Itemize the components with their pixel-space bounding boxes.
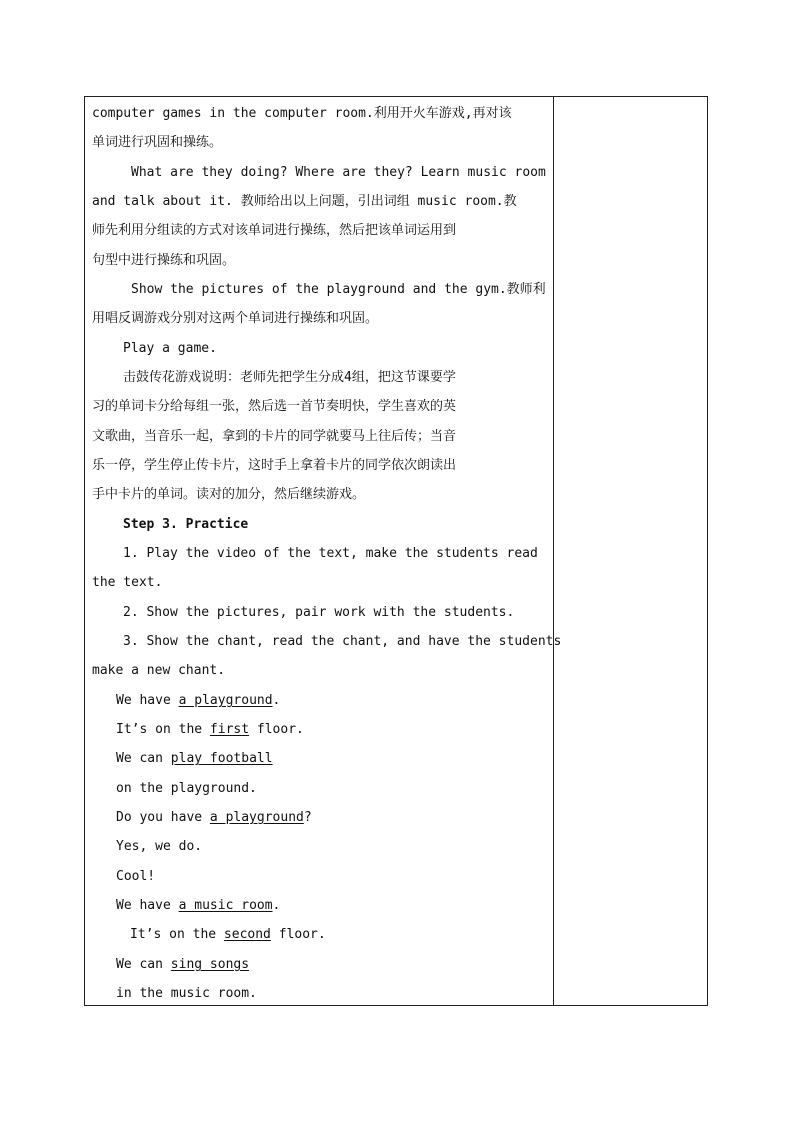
line-text: floor. [249,722,304,737]
blank-answer: first [209,722,250,737]
text-line [116,956,249,974]
line-text: the text. [92,575,163,590]
line-text: What are they doing? Where are they? Learn music room [131,165,546,180]
line-text: It’s on the [116,722,210,737]
text-line [123,545,538,563]
line-text: on the playground. [116,781,257,796]
line-text: make a new chant. [92,663,226,678]
line-text: It’s on the [130,927,224,942]
line-text: 用唱反调游戏分别对这两个单词进行操练和巩固。 [92,311,379,326]
blank-answer: a music room [178,898,273,913]
line-text: Show the pictures of the playground and the gym.教师利 [131,282,546,297]
text-line [92,105,512,123]
text-line [131,164,546,182]
text-line [92,193,517,211]
text-line [116,868,155,886]
text-line [123,369,456,387]
line-text: 句型中进行操练和巩固。 [92,253,236,268]
line-text: 习的单词卡分给每组一张，然后选一首节奏明快，学生喜欢的英 [92,399,457,414]
line-text: ? [303,810,312,825]
text-line [92,134,222,152]
blank-answer: play football [170,751,273,766]
line-text: computer games in the computer room.利用开火车游戏,再对该 [92,106,512,121]
line-text: Play a game. [123,341,217,356]
line-text: Cool! [116,869,156,884]
text-line [116,838,202,856]
line-text: We can [116,957,171,972]
line-text: Yes, we do. [116,839,203,854]
text-line [92,486,365,504]
line-text: We have [116,693,179,708]
text-line [130,926,326,944]
blank-answer: a playground [178,693,273,708]
text-line [123,604,514,622]
line-text: Do you have [116,810,210,825]
line-text: 3. Show the chant, read the chant, and have the students [123,634,562,649]
line-text: 2. Show the pictures, pair work with the students. [123,605,515,620]
line-text: 击鼓传花游戏说明：老师先把学生分成4组，把这节课要学 [123,370,456,385]
line-text: floor. [270,927,326,942]
blank-answer: sing songs [170,957,250,972]
text-line [92,457,456,475]
line-text: We can [116,751,171,766]
text-line [92,662,225,680]
text-line [92,428,456,446]
text-line [116,985,257,1003]
text-line [116,780,257,798]
text-line [116,897,280,915]
text-line [116,750,273,768]
text-line [123,633,561,651]
text-line [92,398,456,416]
line-text: 手中卡片的单词。读对的加分，然后继续游戏。 [92,487,366,502]
line-text: 1. Play the video of the text, make the students read [123,546,538,561]
line-text: 文歌曲，当音乐一起，拿到的卡片的同学就要马上往后传；当音 [92,429,457,444]
text-line [116,721,304,739]
text-line [116,692,280,710]
line-text: 单词进行巩固和操练。 [92,135,223,150]
text-line [131,281,546,299]
text-line [123,516,248,534]
text-line [92,574,162,592]
text-line [92,310,378,328]
line-text: and talk about it. 教师给出以上问题，引出词组 music room.教 [92,194,517,209]
line-text: in the music room. [116,986,257,1001]
line-text: . [272,693,281,708]
text-line [92,222,456,240]
line-text: 师先利用分组读的方式对该单词进行操练，然后把该单词运用到 [92,223,457,238]
blank-answer: second [223,927,271,942]
text-line [123,340,217,358]
line-text: . [272,898,281,913]
text-line [92,252,235,270]
section-heading: Step 3. Practice [123,517,249,532]
blank-answer: a playground [209,810,304,825]
notes-cell [554,97,707,1005]
line-text: We have [116,898,179,913]
line-text: 乐一停，学生停止传卡片，这时手上拿着卡片的同学依次朗读出 [92,458,457,473]
text-line [116,809,312,827]
